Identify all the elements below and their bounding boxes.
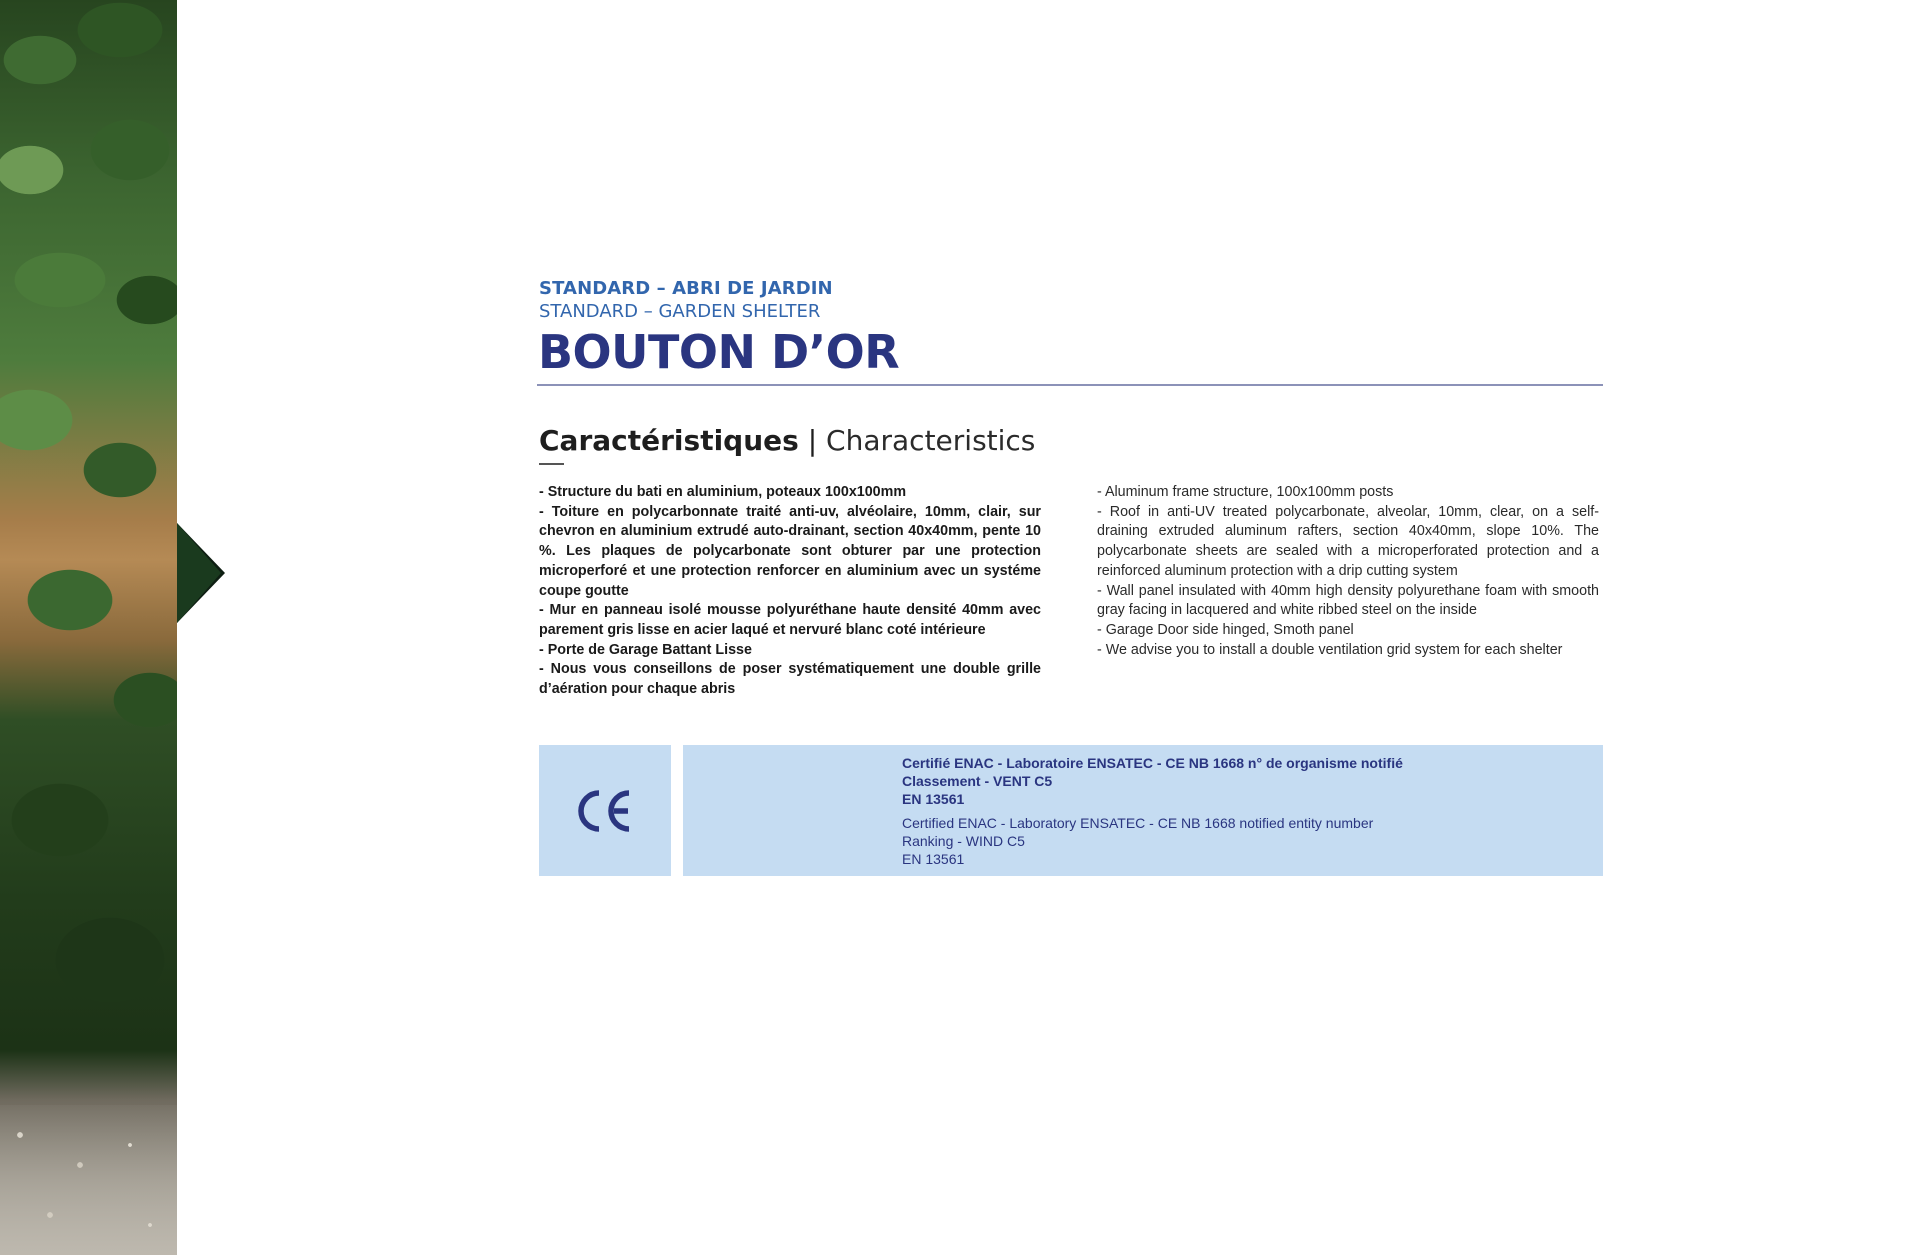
en-item: - Aluminum frame structure, 100x100mm posts (1097, 484, 1394, 500)
certification-text (902, 754, 1403, 868)
cert-en-line2: Ranking - WIND C5 (902, 833, 1025, 849)
en-item: - Roof in anti-UV treated polycarbonate, alveolar, 10mm, clear, on a self-draining extruded aluminum rafters, section 40x40mm, slope 10%. The polycarbonate sheets are sealed with a microperforated protection and a reinforced aluminum protection with a drip cutting system (1097, 503, 1599, 579)
en-item: - We advise you to install a double ventilation grid system for each shelter (1097, 641, 1563, 658)
ce-mark-icon (577, 788, 633, 834)
title-divider (537, 384, 1603, 386)
en-item: - Wall panel insulated with 40mm high density polyurethane foam with smooth gray facing in lacquered and white ribbed steel on the inside (1097, 582, 1599, 619)
fr-item: - Porte de Garage Battant Lisse (539, 641, 752, 658)
en-item: - Garage Door side hinged, Smoth panel (1097, 621, 1354, 638)
cert-en-line3: EN 13561 (902, 851, 965, 867)
cert-fr-line3: EN 13561 (902, 791, 965, 807)
characteristics-en-column (1097, 483, 1599, 660)
fr-item: - Nous vous conseillons de poser systématiquement une double grille d’aération pour chaque abris (539, 661, 1041, 698)
category-label-en: STANDARD – GARDEN SHELTER (539, 301, 821, 322)
fr-item: - Toiture en polycarbonnate traité anti-uv, alvéolaire, 10mm, clair, sur chevron en aluminium extrudé auto-drainant, section 40x40mm, pente 10 %. Les plaques de polycarbonate sont obturer par une protection microperforé et une protection renforcer en aluminium avec un systéme coupe goutte (539, 503, 1041, 599)
certification-band (539, 745, 1603, 876)
garden-photo (0, 0, 177, 1255)
cert-en-line1: Certified ENAC - Laboratory ENSATEC - CE NB 1668 notified entity number (902, 815, 1374, 831)
gravel-path (0, 1105, 177, 1255)
category-label-fr: STANDARD – ABRI DE JARDIN (539, 278, 833, 299)
certification-details (683, 745, 1603, 876)
heading-en: Characteristics (826, 424, 1036, 457)
heading-fr: Caractéristiques (539, 424, 799, 457)
fr-item: - Structure du bati en aluminium, poteaux 100x100mm (539, 484, 907, 500)
heading-separator: | (798, 424, 827, 457)
ce-mark-box (539, 745, 671, 876)
heading-underline (539, 463, 564, 465)
arrow-marker-inner (177, 523, 221, 623)
cert-fr-line2: Classement - VENT C5 (902, 773, 1053, 789)
characteristics-heading (539, 424, 1035, 457)
characteristics-fr-column (539, 483, 1041, 700)
product-title: BOUTON D’OR (538, 325, 900, 379)
cert-fr-line1: Certifié ENAC - Laboratoire ENSATEC - CE NB 1668 n° de organisme notifié (902, 755, 1403, 771)
fr-item: - Mur en panneau isolé mousse polyuréthane haute densité 40mm avec parement gris lisse en acier laqué et nervuré blanc coté intérieure (539, 602, 1041, 638)
